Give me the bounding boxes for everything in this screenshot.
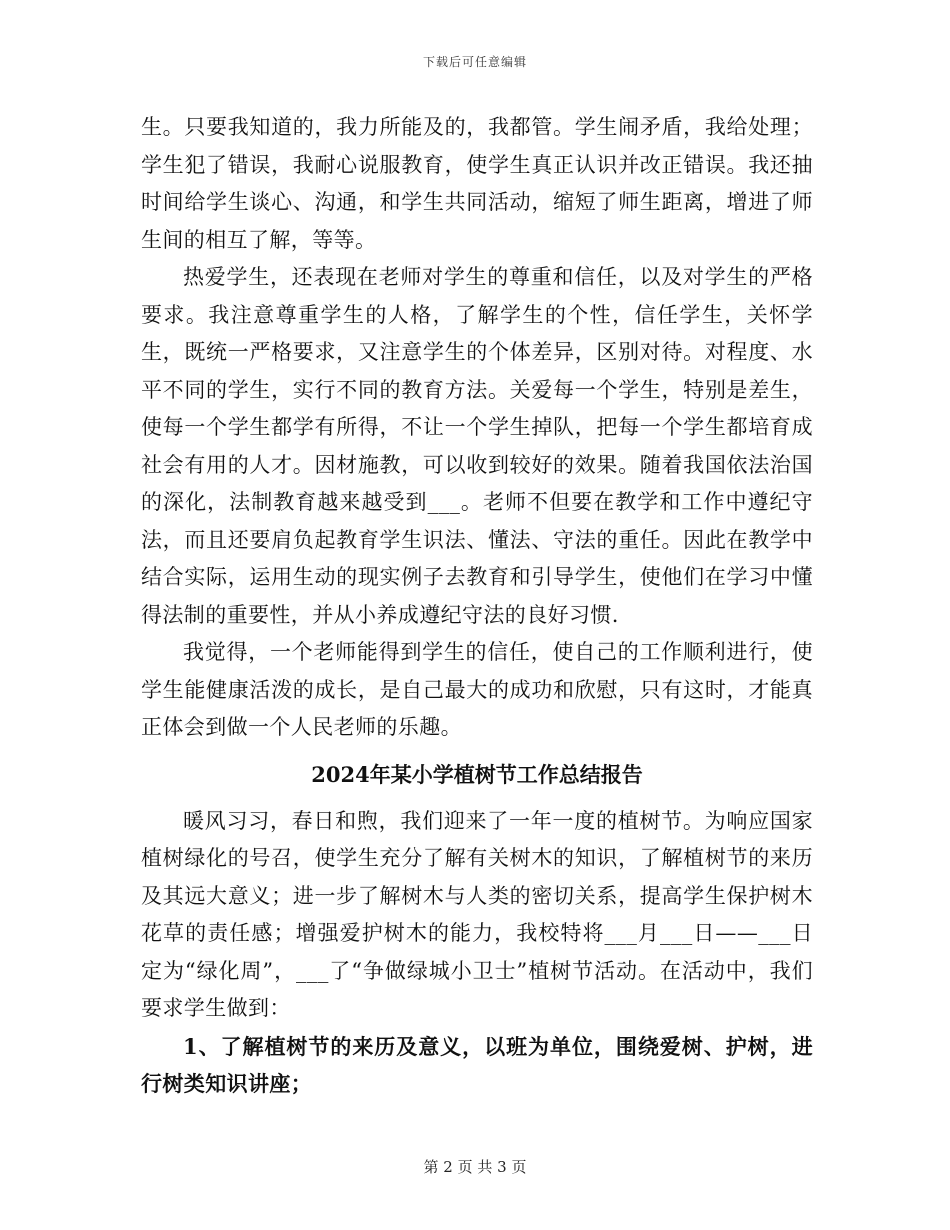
document-body [141,109,813,1103]
page-header: 下载后可任意编辑 [422,55,527,69]
paragraph-respect-students: 热爱学生，还表现在老师对学生的尊重和信任，以及对学生的严格要求。我注意尊重学生的人格，了解学生的个性，信任学生，关怀学生，既统一严格要求，又注意学生的个体差异，区别对待。对程度、水平不同的学生，实行不同的教育方法。关爱每一个学生，特别是差生，使每一个学生都学有所得，不让一个学生掉队，把每一个学生都培育成社会有用的人才。因材施教，可以收到较好的效果。随着我国依法治国的深化，法制教育越来越受到___。老师不但要在教学和工作中遵纪守法，而且还要肩负起教育学生识法、懂法、守法的重任。因此在教学中结合实际，运用生动的现实例子去教育和引导学生，使他们在学习中懂得法制的重要性，并从小养成遵纪守法的良好习惯. [141,265,813,627]
paragraph-arbor-day-intro: 暖风习习，春日和煦，我们迎来了一年一度的植树节。为响应国家植树绿化的号召，使学生充分了解有关树木的知识，了解植树节的来历及其远大意义；进一步了解树木与人类的密切关系，提高学生保护树木花草的责任感；增强爱护树木的能力，我校特将___月___日——___日定为“绿化周”，___了“争做绿城小卫士”植树节活动。在活动中，我们要求学生做到： [141,808,813,1020]
paragraph-conclusion: 我觉得，一个老师能得到学生的信任，使自己的工作顺利进行，使学生能健康活泼的成长，是自己最大的成功和欣慰，只有这时，才能真正体会到做一个人民老师的乐趣。 [141,640,813,739]
paragraph-continuation: 生。只要我知道的，我力所能及的，我都管。学生闹矛盾，我给处理；学生犯了错误，我耐心说服教育，使学生真正认识并改正错误。我还抽时间给学生谈心、沟通，和学生共同活动，缩短了师生距离，增进了师生间的相互了解，等等。 [141,115,813,252]
section-title: 2024年某小学植树节工作总结报告 [311,761,643,787]
page-footer: 第 2 页 共 3 页 [423,1158,527,1176]
numbered-item-1: 1、了解植树节的来历及意义，以班为单位，围绕爱树、护树，进行树类知识讲座； [141,1033,813,1096]
